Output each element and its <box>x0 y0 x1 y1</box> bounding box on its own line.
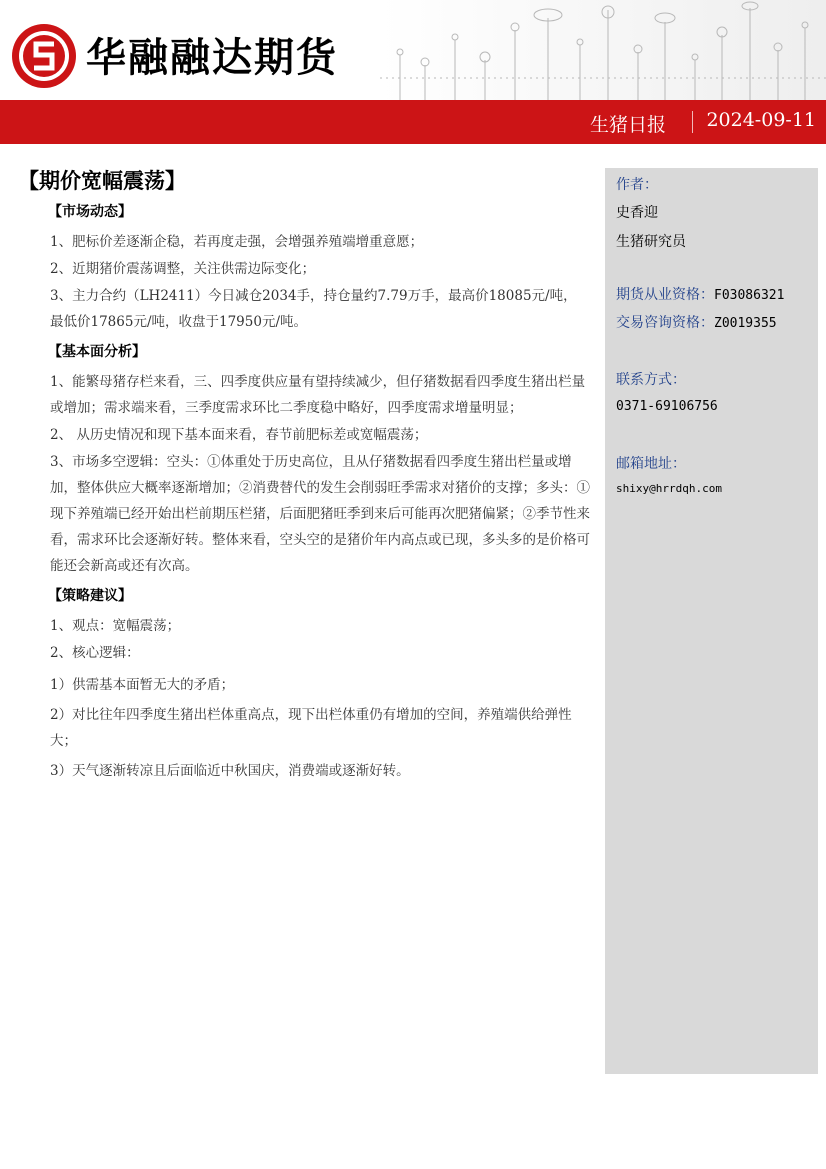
author-sidebar <box>605 168 818 1074</box>
strategy-paragraph: 2、核心逻辑： <box>50 645 140 661</box>
futures-cert <box>616 284 784 304</box>
company-logo-icon <box>10 22 78 90</box>
author-label: 作者： <box>616 177 658 193</box>
market-paragraph: 3、主力合约（LH2411）今日减仓2034手，持仓量约7.79万手，最高价18085元/吨，最低价17865元/吨，收盘于17950元/吨。 <box>50 288 577 330</box>
contact-phone: 0371-69106756 <box>616 399 718 414</box>
futures-cert-value: F03086321 <box>714 288 785 303</box>
contact-label: 联系方式： <box>616 372 686 388</box>
advisory-cert-value: Z0019355 <box>714 316 777 331</box>
advisory-cert <box>616 312 777 332</box>
fundamentals-paragraph: 1、能繁母猪存栏来看，三、四季度供应量有望持续减少，但仔猪数据看四季度生猪出栏量或增加；需求端来看，三季度需求环比二季度稳中略好，四季度需求增量明显； <box>50 374 586 416</box>
section-heading-strategy: 【策略建议】 <box>48 588 132 604</box>
section-heading-market: 【市场动态】 <box>48 204 132 220</box>
market-paragraph: 2、近期猪价震荡调整，关注供需边际变化； <box>50 261 316 277</box>
author-title: 生猪研究员 <box>616 234 686 250</box>
report-banner <box>0 100 826 144</box>
email-address: shixy@hrrdqh.com <box>616 482 722 495</box>
header <box>0 0 826 100</box>
market-paragraph: 1、肥标价差逐渐企稳，若再度走强，会增强养殖端增重意愿； <box>50 234 424 250</box>
advisory-cert-label: 交易咨询资格： <box>616 315 714 331</box>
strategy-paragraph: 1）供需基本面暂无大的矛盾； <box>50 677 235 693</box>
report-type: 生猪日报 <box>589 114 666 136</box>
report-body <box>18 165 590 785</box>
banner-divider <box>692 111 693 133</box>
report-title: 【期价宽幅震荡】 <box>18 169 186 193</box>
futures-cert-label: 期货从业资格： <box>616 287 714 303</box>
fundamentals-paragraph: 3、市场多空逻辑：空头：①体重处于历史高位，且从仔猪数据看四季度生猪出栏量或增加，整体供应大概率逐渐增加；②消费替代的发生会削弱旺季需求对猪价的支撑；多头：①现下养殖端已经开始出栏前期压栏猪，后面肥猪旺季到来后可能再次肥猪偏紧；②季节性来看，需求环比会逐渐好转。整体来看，空头空的是猪价年内高点或已现，多头多的是价格可能还会新高或还有次高。 <box>50 454 590 574</box>
header-decoration <box>380 0 826 100</box>
author-name: 史香迎 <box>616 205 658 221</box>
report-date: 2024-09-11 <box>706 109 816 131</box>
email-label: 邮箱地址： <box>616 456 686 472</box>
strategy-paragraph: 3）天气逐渐转凉且后面临近中秋国庆，消费端或逐渐好转。 <box>50 763 410 779</box>
strategy-paragraph: 2）对比往年四季度生猪出栏体重高点，现下出栏体重仍有增加的空间，养殖端供给弹性大； <box>50 707 572 749</box>
fundamentals-paragraph: 2、 从历史情况和现下基本面来看，春节前肥标差或宽幅震荡； <box>50 427 428 443</box>
section-heading-fundamentals: 【基本面分析】 <box>48 344 146 360</box>
strategy-paragraph: 1、观点：宽幅震荡； <box>50 618 181 634</box>
company-name: 华融融达期货 <box>86 35 338 81</box>
